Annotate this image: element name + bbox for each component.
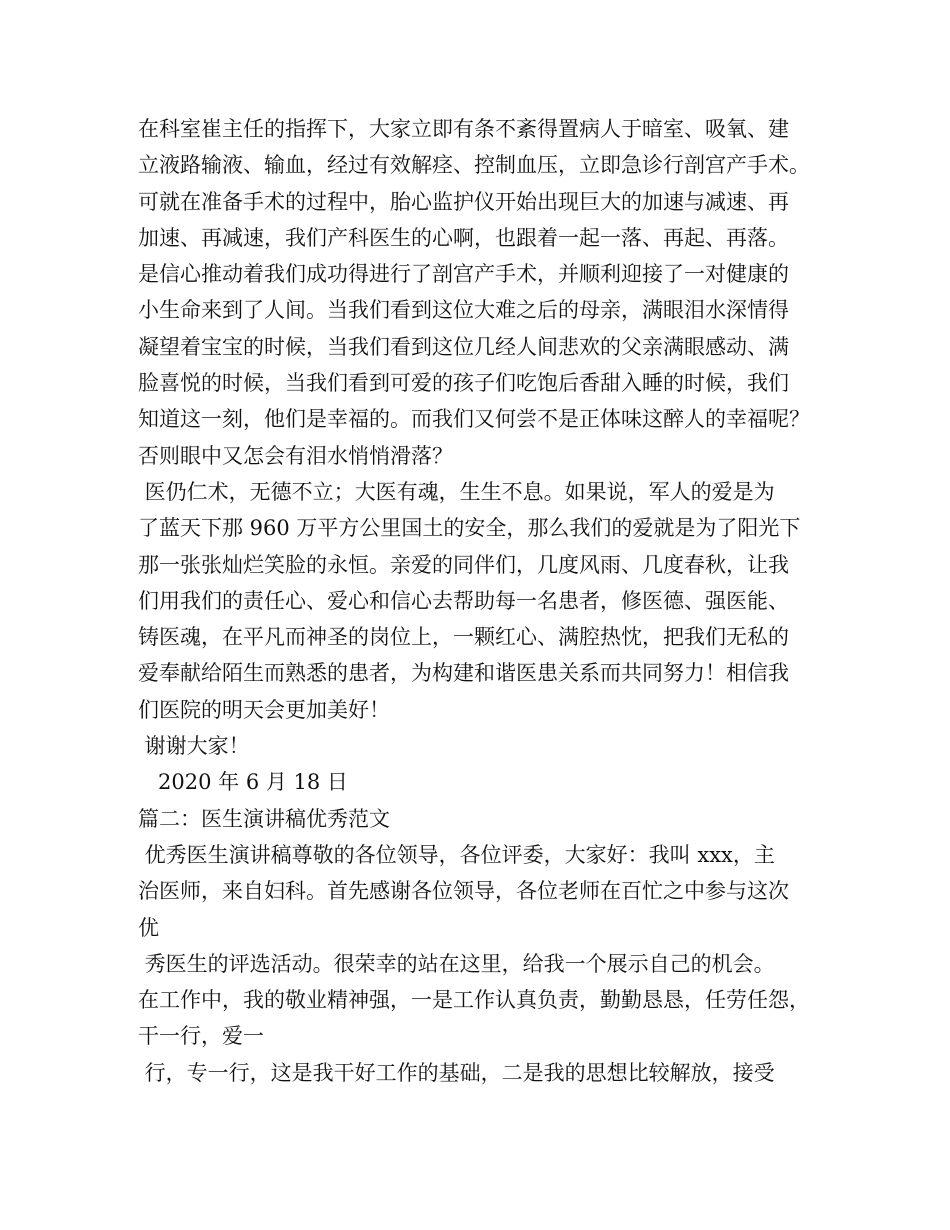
text-line: 脸喜悦的时候，当我们看到可爱的孩子们吃饱后香甜入睡的时候，我们	[138, 371, 789, 396]
text-line: 2020 年 6 月 18 日	[138, 770, 348, 795]
text-line: 在工作中，我的敬业精神强，一是工作认真负责，勤勤恳恳，任劳任怨，	[138, 988, 810, 1013]
text-line: 知道这一刻，他们是幸福的。而我们又何尝不是正体味这醉人的幸福呢？	[138, 407, 810, 432]
text-line: 小生命来到了人间。当我们看到这位大难之后的母亲，满眼泪水深情得	[138, 298, 789, 323]
text-line: 优秀医生演讲稿尊敬的各位领导，各位评委，大家好：我叫 xxx，主	[138, 842, 775, 867]
text-line: 们医院的明天会更加美好！	[138, 697, 390, 722]
text-line: 加速、再减速，我们产科医生的心啊，也跟着一起一落、再起、再落。	[138, 225, 789, 250]
text-line: 是信心推动着我们成功得进行了剖宫产手术，并顺利迎接了一对健康的	[138, 262, 789, 287]
text-line: 篇二：医生演讲稿优秀范文	[138, 806, 390, 831]
text-line: 那一张张灿烂笑脸的永恒。亲爱的同伴们，几度风雨、几度春秋，让我	[138, 552, 789, 577]
text-line: 爱奉献给陌生而熟悉的患者，为构建和谐医患关系而共同努力！相信我	[138, 661, 789, 686]
text-line: 行，专一行，这是我干好工作的基础，二是我的思想比较解放，接受	[138, 1060, 775, 1085]
text-line: 治医师，来自妇科。首先感谢各位领导，各位老师在百忙之中参与这次	[138, 879, 789, 904]
text-line: 凝望着宝宝的时候，当我们看到这位几经人间悲欢的父亲满眼感动、满	[138, 334, 789, 359]
text-line: 干一行，爱一	[138, 1024, 264, 1049]
text-line: 们用我们的责任心、爱心和信心去帮助每一名患者，修医德、强医能、	[138, 588, 789, 613]
text-line: 在科室崔主任的指挥下，大家立即有条不紊得置病人于暗室、吸氧、建	[138, 117, 789, 141]
text-line: 优	[138, 915, 159, 940]
text-line: 可就在准备手术的过程中，胎心监护仪开始出现巨大的加速与减速、再	[138, 189, 789, 214]
text-line: 谢谢大家！	[138, 734, 250, 759]
text-line: 否则眼中又怎会有泪水悄悄滑落？	[138, 443, 453, 468]
text-line: 铸医魂，在平凡而神圣的岗位上，一颗红心、满腔热忱，把我们无私的	[138, 625, 789, 650]
text-line: 立液路输液、输血，经过有效解痉、控制血压，立即急诊行剖宫产手术。	[138, 153, 810, 178]
text-line: 了蓝天下那 960 万平方公里国土的安全，那么我们的爱就是为了阳光下	[138, 516, 801, 541]
text-line: 秀医生的评选活动。很荣幸的站在这里，给我一个展示自己的机会。	[138, 951, 775, 976]
document-body	[138, 111, 818, 1091]
text-line: 医仍仁术，无德不立；大医有魂，生生不息。如果说，军人的爱是为	[138, 479, 775, 504]
